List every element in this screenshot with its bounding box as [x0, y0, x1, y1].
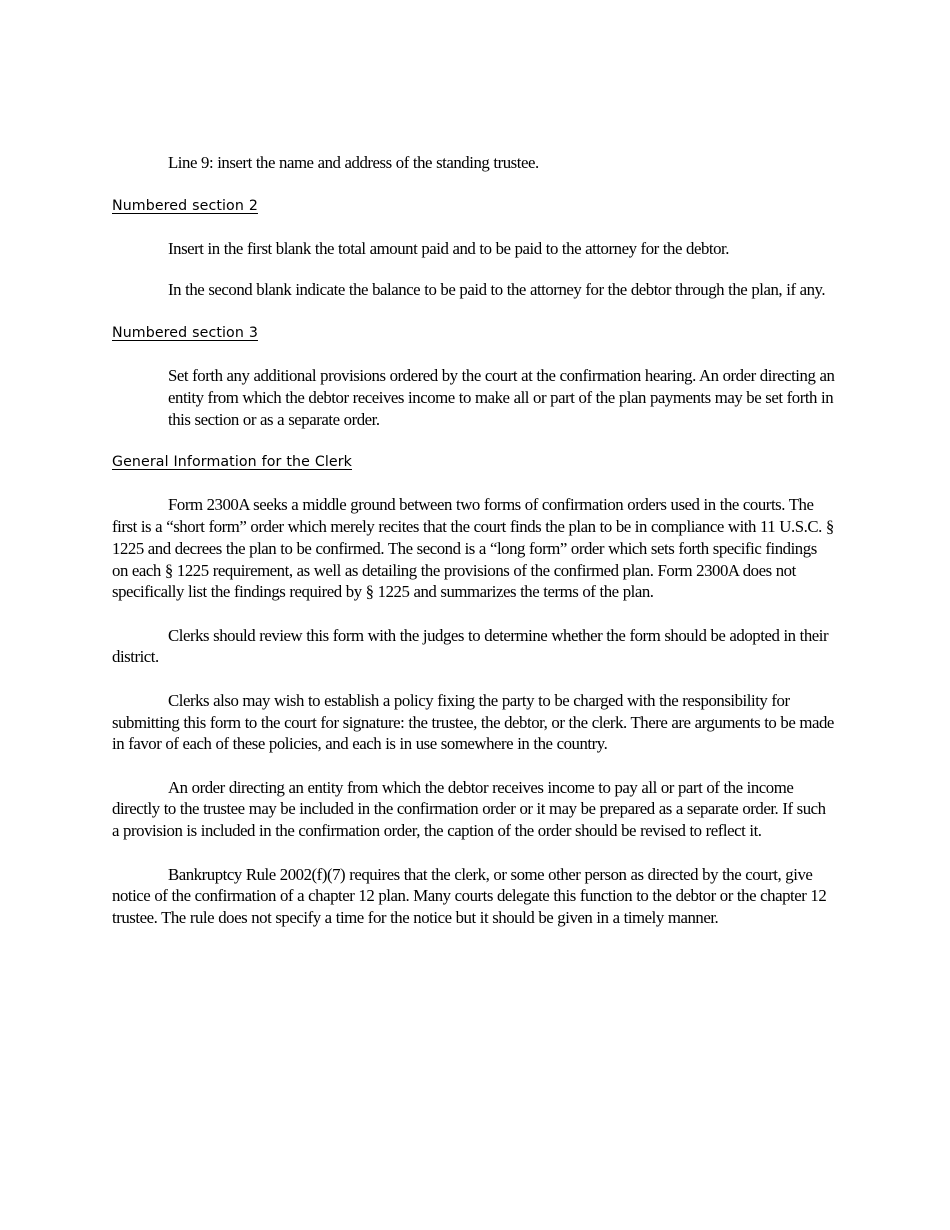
section3-paragraph-1: Set forth any additional provisions ordered by the court at the confirmation hearing. An order directing an entity from which the debtor receives income to make all or part of the plan payments may be set forth in this section or as a separate order.: [168, 365, 835, 429]
general-paragraph-2: Clerks should review this form with the judges to determine whether the form should be adopted in their district.: [112, 625, 829, 667]
general-paragraph-5: Bankruptcy Rule 2002(f)(7) requires that the clerk, or some other person as directed by the court, give notice of the confirmation of a chapter 12 plan. Many courts delegate this function to the debtor or the chapter 12 trustee. The rule does not specify a time for the notice but it should be given in a timely manner.: [112, 864, 827, 928]
general-paragraph-3: Clerks also may wish to establish a policy fixing the party to be charged with the responsibility for submitting this form to the court for signature: the trustee, the debtor, or the clerk. There are arguments to be made in favor of each of these policies, and each is in use somewhere in the country.: [112, 690, 834, 754]
section2-heading: Numbered section 2: [112, 197, 258, 214]
general-info-heading: General Information for the Clerk: [112, 454, 352, 471]
section2-paragraph-1: Insert in the first blank the total amount paid and to be paid to the attorney for the debtor.: [168, 238, 730, 258]
section2-paragraph-2: In the second blank indicate the balance to be paid to the attorney for the debtor through the plan, if any.: [168, 280, 826, 300]
general-paragraph-1: Form 2300A seeks a middle ground between two forms of confirmation orders used in the courts. The first is a “short form” order which merely recites that the court finds the plan to be in compliance with 11 U.S.C. § 1225 and decrees the plan to be confirmed. The second is a “long form” order which sets forth specific findings on each § 1225 requirement, as well as detailing the provisions of the confirmed plan. Form 2300A does not specifically list the findings required by § 1225 and summarizes the terms of the plan.: [112, 495, 834, 602]
general-paragraph-4: An order directing an entity from which the debtor receives income to pay all or part of the income directly to the trustee may be included in the confirmation order or it may be prepared as a separate order. If such a provision is included in the confirmation order, the caption of the order should be revised to reflect it.: [112, 777, 826, 841]
line9-instruction: Line 9: insert the name and address of the standing trustee.: [168, 153, 539, 172]
section3-heading: Numbered section 3: [112, 325, 258, 342]
document-body: [112, 152, 836, 929]
